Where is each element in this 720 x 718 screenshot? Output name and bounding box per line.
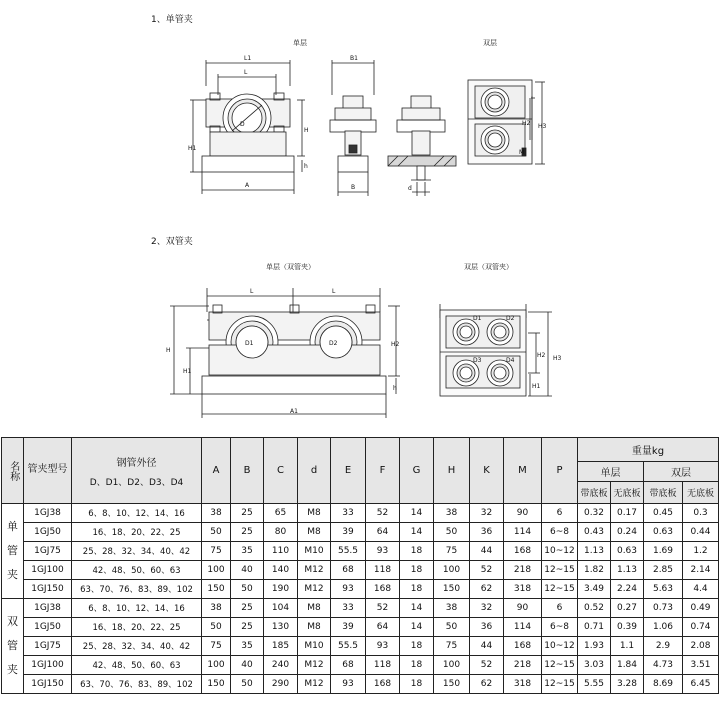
cell-K: 52 [470,656,504,675]
cell-w4: 3.51 [683,656,719,675]
header-col-G: G [400,438,434,504]
cell-K: 52 [470,561,504,580]
spec-table [1,437,719,694]
cell-H: 50 [434,523,470,542]
cell-M: 168 [504,637,542,656]
cell-M: 90 [504,599,542,618]
cell-F: 168 [366,675,400,694]
cell-G: 18 [400,580,434,599]
header-col-M: M [504,438,542,504]
header-col-E: E [331,438,366,504]
dim-B1: B1 [350,55,358,62]
cell-w3: 0.73 [644,599,683,618]
cell-H: 150 [434,675,470,694]
dim-D1: D1 [245,340,254,347]
label-double-clamp-single-layer: 单层（双管夹） [266,263,315,271]
cell-model: 1GJ150 [24,675,72,694]
cell-w2: 0.63 [611,542,644,561]
cell-A: 50 [202,523,231,542]
dim-L-double-2: L [332,288,336,295]
dim-L-double: L [250,288,254,295]
dim-H1: H1 [188,145,197,152]
cell-w1: 1.13 [578,542,611,561]
header-col-K: K [470,438,504,504]
cell-w4: 2.08 [683,637,719,656]
cell-G: 14 [400,618,434,637]
cell-w4: 0.3 [683,504,719,523]
dim-D1-b: D1 [473,315,482,322]
cell-w2: 1.1 [611,637,644,656]
header-with-base-1: 带底板 [578,482,611,504]
cell-E: 39 [331,523,366,542]
table-row [2,504,719,523]
cell-P: 12~15 [542,580,578,599]
cell-M: 114 [504,523,542,542]
table-row [2,618,719,637]
cell-H: 50 [434,618,470,637]
cell-E: 93 [331,580,366,599]
cell-F: 52 [366,599,400,618]
cell-w4: 2.14 [683,561,719,580]
cell-M: 318 [504,675,542,694]
cell-d: M10 [298,542,331,561]
dim-H3-b: H3 [553,355,562,362]
cell-w3: 0.63 [644,523,683,542]
dim-H-double: H [166,347,171,354]
group-name-cell: 双管夹 [2,599,24,694]
cell-model: 1GJ38 [24,599,72,618]
cell-od: 6、8、10、12、14、16 [72,504,202,523]
cell-w1: 0.43 [578,523,611,542]
cell-G: 18 [400,561,434,580]
cell-A: 100 [202,656,231,675]
header-model: 管夹型号 [24,438,72,504]
drawing-single-clamp-double-layer [468,80,545,164]
spec-table-body [2,504,719,694]
cell-G: 14 [400,523,434,542]
cell-F: 168 [366,580,400,599]
cell-d: M12 [298,580,331,599]
cell-w4: 6.45 [683,675,719,694]
cell-w3: 2.85 [644,561,683,580]
cell-B: 40 [231,561,264,580]
cell-A: 75 [202,542,231,561]
cell-w2: 0.17 [611,504,644,523]
dim-D4: D4 [506,357,515,364]
cell-od: 16、18、20、22、25 [72,523,202,542]
cell-w1: 1.93 [578,637,611,656]
cell-F: 64 [366,618,400,637]
header-col-C: C [264,438,298,504]
drawing-single-clamp-section [388,96,456,196]
cell-G: 18 [400,637,434,656]
cell-M: 218 [504,561,542,580]
cell-F: 93 [366,637,400,656]
cell-B: 25 [231,523,264,542]
dim-L1: L1 [244,55,252,62]
cell-od: 42、48、50、60、63 [72,656,202,675]
cell-w1: 0.52 [578,599,611,618]
cell-d: M8 [298,599,331,618]
cell-w3: 8.69 [644,675,683,694]
cell-C: 110 [264,542,298,561]
dim-D3: D3 [473,357,482,364]
cell-G: 14 [400,599,434,618]
cell-model: 1GJ38 [24,504,72,523]
table-row [2,523,719,542]
dim-H2-double: H2 [391,341,400,348]
cell-M: 218 [504,656,542,675]
cell-P: 10~12 [542,637,578,656]
header-od [72,438,202,504]
cell-w2: 1.13 [611,561,644,580]
section-heading-double-clamp: 2、双管夹 [151,237,193,247]
cell-F: 118 [366,656,400,675]
table-row [2,675,719,694]
cell-K: 36 [470,523,504,542]
cell-K: 32 [470,504,504,523]
cell-w3: 0.45 [644,504,683,523]
header-weight: 重量kg [578,438,719,462]
cell-H: 38 [434,504,470,523]
cell-B: 25 [231,504,264,523]
cell-C: 190 [264,580,298,599]
table-row [2,580,719,599]
dim-A: A [245,182,250,189]
dim-D: D [240,121,245,128]
cell-w2: 0.27 [611,599,644,618]
cell-E: 55.5 [331,637,366,656]
cell-w2: 3.28 [611,675,644,694]
dim-D2: D2 [329,340,338,347]
cell-K: 36 [470,618,504,637]
cell-G: 18 [400,656,434,675]
table-row [2,637,719,656]
header-col-B: B [231,438,264,504]
cell-model: 1GJ50 [24,523,72,542]
cell-model: 1GJ100 [24,561,72,580]
section-heading-single-clamp: 1、单管夹 [151,15,193,25]
cell-od: 63、70、76、83、89、102 [72,580,202,599]
cell-B: 25 [231,599,264,618]
cell-E: 55.5 [331,542,366,561]
dim-L: L [244,69,248,76]
drawing-single-clamp-front [190,60,305,194]
cell-E: 39 [331,618,366,637]
dim-H1-double: H1 [183,368,192,375]
cell-w1: 3.03 [578,656,611,675]
cell-d: M12 [298,561,331,580]
cell-od: 25、28、32、34、40、42 [72,542,202,561]
cell-w1: 5.55 [578,675,611,694]
cell-d: M12 [298,656,331,675]
cell-C: 65 [264,504,298,523]
cell-A: 50 [202,618,231,637]
cell-P: 12~15 [542,561,578,580]
cell-P: 12~15 [542,656,578,675]
cell-model: 1GJ50 [24,618,72,637]
cell-od: 25、28、32、34、40、42 [72,637,202,656]
cell-w4: 0.44 [683,523,719,542]
cell-H: 150 [434,580,470,599]
header-od-title: 钢管外径 [116,457,157,469]
cell-model: 1GJ75 [24,637,72,656]
cell-model: 1GJ100 [24,656,72,675]
cell-C: 240 [264,656,298,675]
cell-w2: 0.39 [611,618,644,637]
cell-H: 100 [434,656,470,675]
cell-G: 14 [400,504,434,523]
dim-D2-b: D2 [506,315,515,322]
cell-od: 16、18、20、22、25 [72,618,202,637]
cell-H: 100 [434,561,470,580]
cell-P: 6~8 [542,618,578,637]
cell-w3: 5.63 [644,580,683,599]
cell-F: 118 [366,561,400,580]
drawing-double-clamp-single-layer [170,288,400,418]
header-single-layer: 单层 [578,462,644,482]
cell-E: 68 [331,561,366,580]
dim-M: M [519,149,525,156]
cell-H: 75 [434,542,470,561]
header-double-layer: 双层 [644,462,719,482]
cell-A: 38 [202,504,231,523]
cell-B: 25 [231,618,264,637]
cell-P: 6~8 [542,523,578,542]
cell-w1: 3.49 [578,580,611,599]
cell-P: 12~15 [542,675,578,694]
cell-B: 35 [231,637,264,656]
cell-model: 1GJ75 [24,542,72,561]
cell-B: 35 [231,542,264,561]
cell-w3: 1.69 [644,542,683,561]
dim-h: h [304,163,308,170]
cell-d: M12 [298,675,331,694]
dim-H3: H3 [538,123,547,130]
cell-F: 93 [366,542,400,561]
header-col-P: P [542,438,578,504]
dim-H2: H2 [522,120,531,127]
label-double-clamp-double-layer: 双层（双管夹） [464,263,513,271]
cell-w4: 4.4 [683,580,719,599]
header-od-sub: D、D1、D2、D3、D4 [89,477,184,488]
cell-M: 114 [504,618,542,637]
cell-w2: 2.24 [611,580,644,599]
cell-E: 33 [331,599,366,618]
cell-E: 68 [331,656,366,675]
cell-w1: 1.82 [578,561,611,580]
cell-w2: 0.24 [611,523,644,542]
cell-A: 150 [202,675,231,694]
dim-h-double: h [393,385,397,392]
cell-H: 38 [434,599,470,618]
cell-w3: 1.06 [644,618,683,637]
drawing-single-clamp-side [330,60,376,196]
cell-A: 75 [202,637,231,656]
cell-K: 62 [470,580,504,599]
cell-C: 104 [264,599,298,618]
group-name-cell: 单管夹 [2,504,24,599]
cell-d: M8 [298,523,331,542]
header-name: 名称 [2,438,24,504]
cell-E: 93 [331,675,366,694]
cell-C: 185 [264,637,298,656]
cell-d: M8 [298,504,331,523]
label-single-layer: 单层 [293,39,307,47]
cell-M: 168 [504,542,542,561]
header-no-base-2: 无底板 [683,482,719,504]
cell-od: 42、48、50、60、63 [72,561,202,580]
cell-A: 38 [202,599,231,618]
cell-w4: 0.74 [683,618,719,637]
cell-od: 63、70、76、83、89、102 [72,675,202,694]
dim-H2-b: H2 [537,352,546,359]
cell-C: 140 [264,561,298,580]
header-col-F: F [366,438,400,504]
cell-B: 50 [231,580,264,599]
cell-w2: 1.84 [611,656,644,675]
cell-G: 18 [400,675,434,694]
cell-M: 318 [504,580,542,599]
cell-d: M10 [298,637,331,656]
cell-w4: 0.49 [683,599,719,618]
dim-d: d [408,185,412,192]
dim-B: B [351,184,356,191]
cell-w4: 1.2 [683,542,719,561]
cell-G: 18 [400,542,434,561]
cell-B: 40 [231,656,264,675]
header-with-base-2: 带底板 [644,482,683,504]
cell-C: 130 [264,618,298,637]
table-row [2,561,719,580]
cell-C: 80 [264,523,298,542]
table-row [2,599,719,618]
cell-P: 6 [542,504,578,523]
dim-H1-b: H1 [532,383,541,390]
header-col-d: d [298,438,331,504]
cell-P: 6 [542,599,578,618]
dim-A1: A1 [290,408,298,415]
cell-d: M8 [298,618,331,637]
cell-w1: 0.71 [578,618,611,637]
cell-P: 10~12 [542,542,578,561]
cell-A: 100 [202,561,231,580]
cell-H: 75 [434,637,470,656]
cell-A: 150 [202,580,231,599]
cell-K: 32 [470,599,504,618]
cell-B: 50 [231,675,264,694]
cell-model: 1GJ150 [24,580,72,599]
table-row [2,542,719,561]
cell-F: 52 [366,504,400,523]
cell-K: 62 [470,675,504,694]
cell-od: 6、8、10、12、14、16 [72,599,202,618]
label-double-layer: 双层 [483,39,497,47]
header-col-A: A [202,438,231,504]
table-row [2,656,719,675]
cell-F: 64 [366,523,400,542]
cell-K: 44 [470,637,504,656]
cell-w3: 2.9 [644,637,683,656]
cell-w1: 0.32 [578,504,611,523]
header-no-base-1: 无底板 [611,482,644,504]
cell-E: 33 [331,504,366,523]
cell-C: 290 [264,675,298,694]
header-col-H: H [434,438,470,504]
dim-H: H [304,127,309,134]
cell-M: 90 [504,504,542,523]
cell-K: 44 [470,542,504,561]
cell-w3: 4.73 [644,656,683,675]
